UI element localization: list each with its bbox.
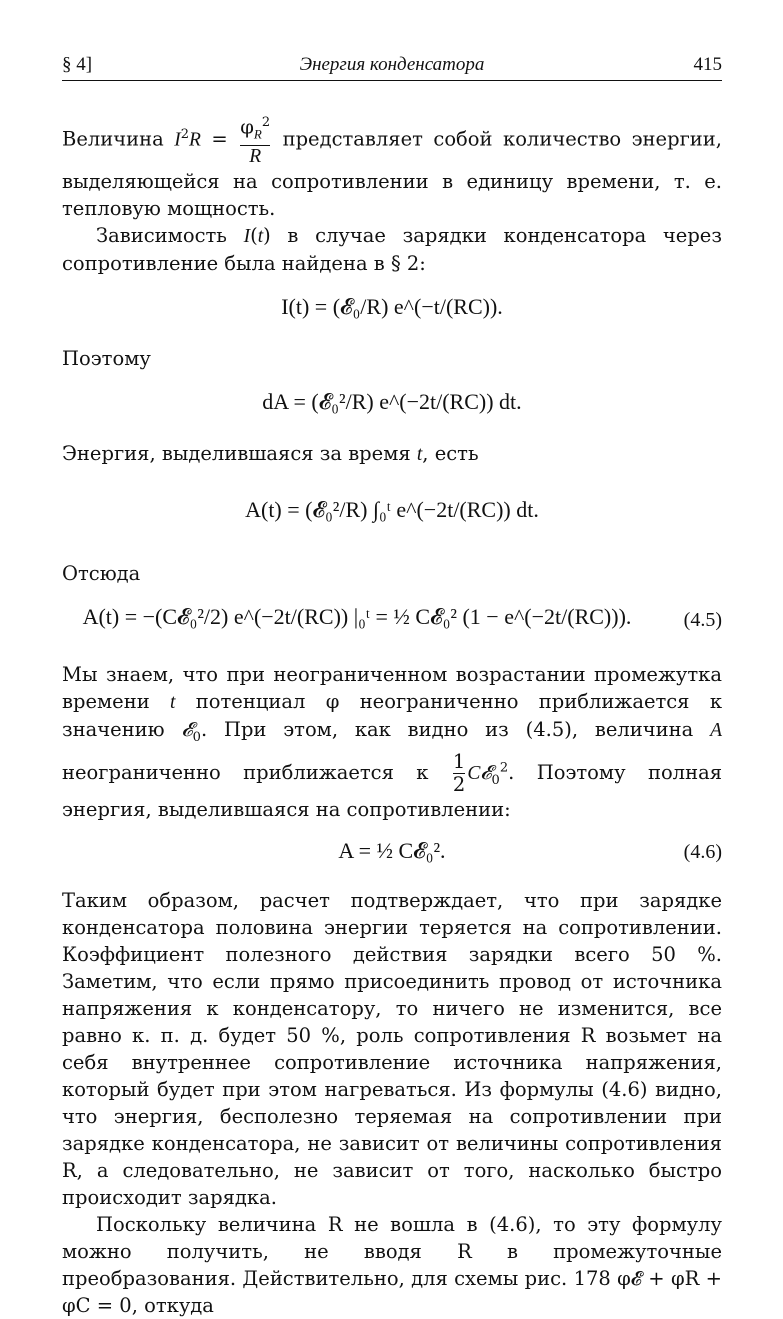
page-number: 415 bbox=[693, 54, 722, 75]
equation-number-4-6: (4.6) bbox=[683, 841, 722, 864]
equation-4 bbox=[62, 593, 722, 655]
equation-2 bbox=[62, 378, 722, 434]
running-header bbox=[62, 52, 722, 81]
equation-1 bbox=[62, 283, 722, 339]
section-ref: § 4] bbox=[62, 54, 93, 75]
page-body bbox=[62, 112, 722, 1319]
equation-2-body: dA = (𝓔₀²/R) e^(−2t/(RC)) dt. bbox=[262, 389, 522, 415]
paragraph-4: Энергия, выделившаяся за время t, есть bbox=[62, 442, 479, 466]
paragraph-5: Отсюда bbox=[62, 562, 141, 586]
equation-1-body: I(t) = (𝓔₀/R) e^(−t/(RC)). bbox=[281, 294, 503, 320]
paragraph-6: Мы знаем, что при неограниченном возрастании промежутка времени t потенциал φ неограниченно приближается к значению 𝓔$_0$. При этом, как видно из (4.5), величина A неограниченно приближается к $\frac{1}{2}$ C𝓔$_0^2$. Поэтому полная энергия, выделившаяся на сопротивлении: bbox=[62, 663, 722, 822]
equation-3 bbox=[62, 474, 722, 554]
fraction: $\frac{\varphi_R^2}{R}$ bbox=[240, 115, 271, 168]
paragraph-8: Поскольку величина R не вошла в (4.6), то эту формулу можно получить, не вводя R в промежуточные преобразования. Действительно, для схемы рис. 178 φ𝓔 + φR + φC = 0, откуда bbox=[62, 1213, 722, 1318]
equation-3-body: A(t) = (𝓔₀²/R) ∫₀ᵗ e^(−2t/(RC)) dt. bbox=[245, 497, 539, 523]
paragraph-2: Зависимость I(t) в случае зарядки конденсатора через сопротивление была найдена в § 2: bbox=[62, 224, 722, 276]
equation-number-4-5: (4.5) bbox=[683, 609, 722, 632]
equation-5 bbox=[62, 829, 722, 881]
paragraph-3: Поэтому bbox=[62, 347, 151, 371]
equation-4-body: A(t) = −(C𝓔₀²/2) e^(−2t/(RC)) |₀ᵗ = ½ C𝓔₀² (1 − e^(−2t/(RC))). bbox=[82, 604, 632, 630]
paragraph-7: Таким образом, расчет подтверждает, что при зарядке конденсатора половина энергии теряется на сопротивлении. Коэффициент полезного действия зарядки всего 50 %. Заметим, что если прямо присоединить провод от источника напряжения к конденсатору, то ничего не изменится, все равно к. п. д. будет 50 %, роль сопротивления R возьмет на себя внутреннее сопротивление источника напряжения, который будет при этом нагреваться. Из формулы (4.6) видно, что энергия, бесполезно теряемая на сопротивлении при зарядке конденсатора, не зависит от величины сопротивления R, а следовательно, не зависит от того, насколько быстро происходит зарядка. bbox=[62, 889, 722, 1210]
paragraph-1: Величина $I^2R$ = $\frac{\varphi_R^2}{R}$ представляет собой количество энергии, выделяющейся на сопротивлении в единицу времени, т. е. тепловую мощность. bbox=[62, 112, 722, 222]
running-title: Энергия конденсатора bbox=[299, 54, 485, 75]
equation-5-body: A = ½ C𝓔₀². bbox=[338, 838, 446, 864]
